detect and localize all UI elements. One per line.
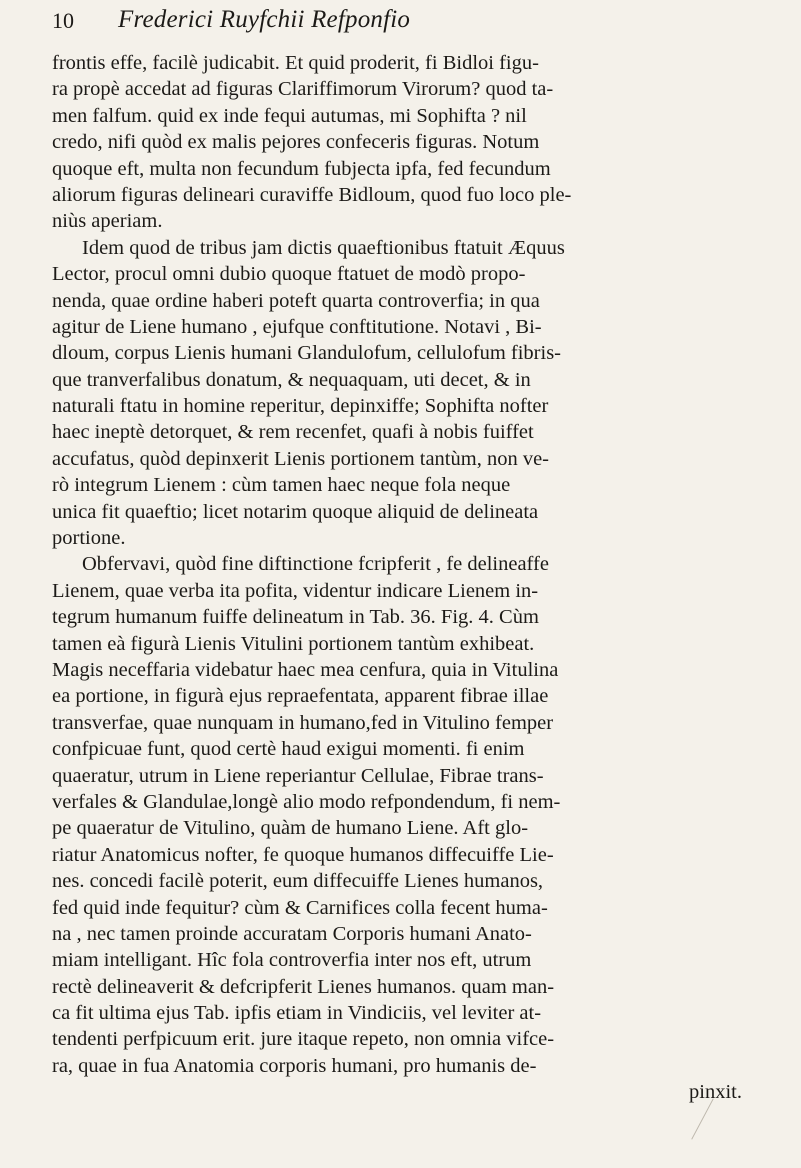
text-line: naturali ftatu in homine reperitur, depinxiffe; Sophifta nofter bbox=[52, 395, 549, 418]
text-line: miam intelligant. Hîc fola controverfia inter nos eft, utrum bbox=[52, 949, 532, 972]
text-line: unica fit quaeftio; licet notarim quoque aliquid de delineata bbox=[52, 500, 539, 523]
text-line: men falfum. quid ex inde fequi autumas, mi Sophifta ? nil bbox=[52, 104, 527, 127]
text-line: nes. concedi facilè poterit, eum diffecuiffe Lienes humanos, bbox=[52, 870, 544, 893]
text-line: quaeratur, utrum in Liene reperiantur Cellulae, Fibrae trans- bbox=[52, 764, 544, 787]
text-line: Magis neceffaria videbatur haec mea cenfura, quia in Vitulina bbox=[52, 658, 559, 681]
text-line: rectè delineaverit & defcripferit Lienes humanos. quam man- bbox=[52, 975, 555, 998]
text-line: ra, quae in fua Anatomia corporis humani, pro humanis de- bbox=[52, 1054, 537, 1077]
text-line: tegrum humanum fuiffe delineatum in Tab. 36. Fig. 4. Cùm bbox=[52, 606, 539, 629]
text-line: rò integrum Lienem : cùm tamen haec neque fola neque bbox=[52, 474, 511, 497]
text-line: tamen eà figurà Lienis Vitulini portionem tantùm exhibeat. bbox=[52, 632, 535, 655]
text-line: riatur Anatomicus nofter, fe quoque humanos diffecuiffe Lie- bbox=[52, 843, 554, 866]
text-line: na , nec tamen proinde accuratam Corporis humani Anato- bbox=[52, 922, 532, 945]
text-line: dloum, corpus Lienis humani Glandulofum, cellulofum fibris- bbox=[52, 342, 561, 365]
text-line: que tranverfalibus donatum, & nequaquam, uti decet, & in bbox=[52, 368, 531, 391]
page-number: 10 bbox=[52, 8, 74, 33]
text-line: tendenti perfpicuum erit. jure itaque repeto, non omnia vifce- bbox=[52, 1028, 555, 1051]
text-line: transverfae, quae nunquam in humano,fed in Vitulino femper bbox=[52, 711, 554, 734]
text-line: frontis effe, facilè judicabit. Et quid proderit, fi Bidloi figu- bbox=[52, 52, 539, 74]
text-line: credo, nifi quòd ex malis pejores confeceris figuras. Notum bbox=[52, 131, 540, 154]
text-line: accufatus, quòd depinxerit Lienis portionem tantùm, non ve- bbox=[52, 447, 549, 470]
text-line: aliorum figuras delineari curaviffe Bidloum, quod fuo loco ple- bbox=[52, 183, 572, 206]
text-line: nenda, quae ordine haberi poteft quarta controverfia; in qua bbox=[52, 289, 540, 312]
text-line: niùs aperiam. bbox=[52, 210, 163, 233]
text-line: agitur de Liene humano , ejufque conftitutione. Notavi , Bi- bbox=[52, 315, 542, 338]
text-line-final: pinxit. bbox=[689, 1081, 742, 1104]
text-line: portione. bbox=[52, 527, 126, 550]
text-line: ea portione, in figurà ejus repraefentata, apparent fibrae illae bbox=[52, 685, 549, 708]
paragraph-start-line: Idem quod de tribus jam dictis quaeftionibus ftatuit Æquus bbox=[82, 236, 565, 259]
paragraph-start-line: Obfervavi, quòd fine diftinctione fcripferit , fe delineaffe bbox=[82, 553, 549, 576]
text-line: confpicuae funt, quod certè haud exigui momenti. fi enim bbox=[52, 738, 525, 761]
body-text bbox=[52, 50, 792, 1106]
text-line: haec ineptè detorquet, & rem recenfet, quafi à nobis fuiffet bbox=[52, 421, 534, 444]
running-head: Frederici Ruyfchii Refponfio bbox=[118, 6, 411, 33]
text-line: ra propè accedat ad figuras Clariffimorum Virorum? quod ta- bbox=[52, 78, 554, 101]
text-line: Lienem, quae verba ita pofita, videntur indicare Lienem in- bbox=[52, 579, 539, 602]
text-line: Lector, procul omni dubio quoque ftatuet de modò propo- bbox=[52, 263, 526, 286]
page-header bbox=[52, 6, 752, 42]
text-line: verfales & Glandulae,longè alio modo refpondendum, fi nem- bbox=[52, 790, 561, 813]
text-line: quoque eft, multa non fecundum fubjecta ipfa, fed fecundum bbox=[52, 157, 551, 180]
text-line: ca fit ultima ejus Tab. ipfis etiam in Vindiciis, vel leviter at- bbox=[52, 1002, 542, 1025]
text-line: pe quaeratur de Vitulino, quàm de humano Liene. Aft glo- bbox=[52, 817, 529, 840]
text-line: fed quid inde fequitur? cùm & Carnifices colla fecent huma- bbox=[52, 896, 548, 919]
